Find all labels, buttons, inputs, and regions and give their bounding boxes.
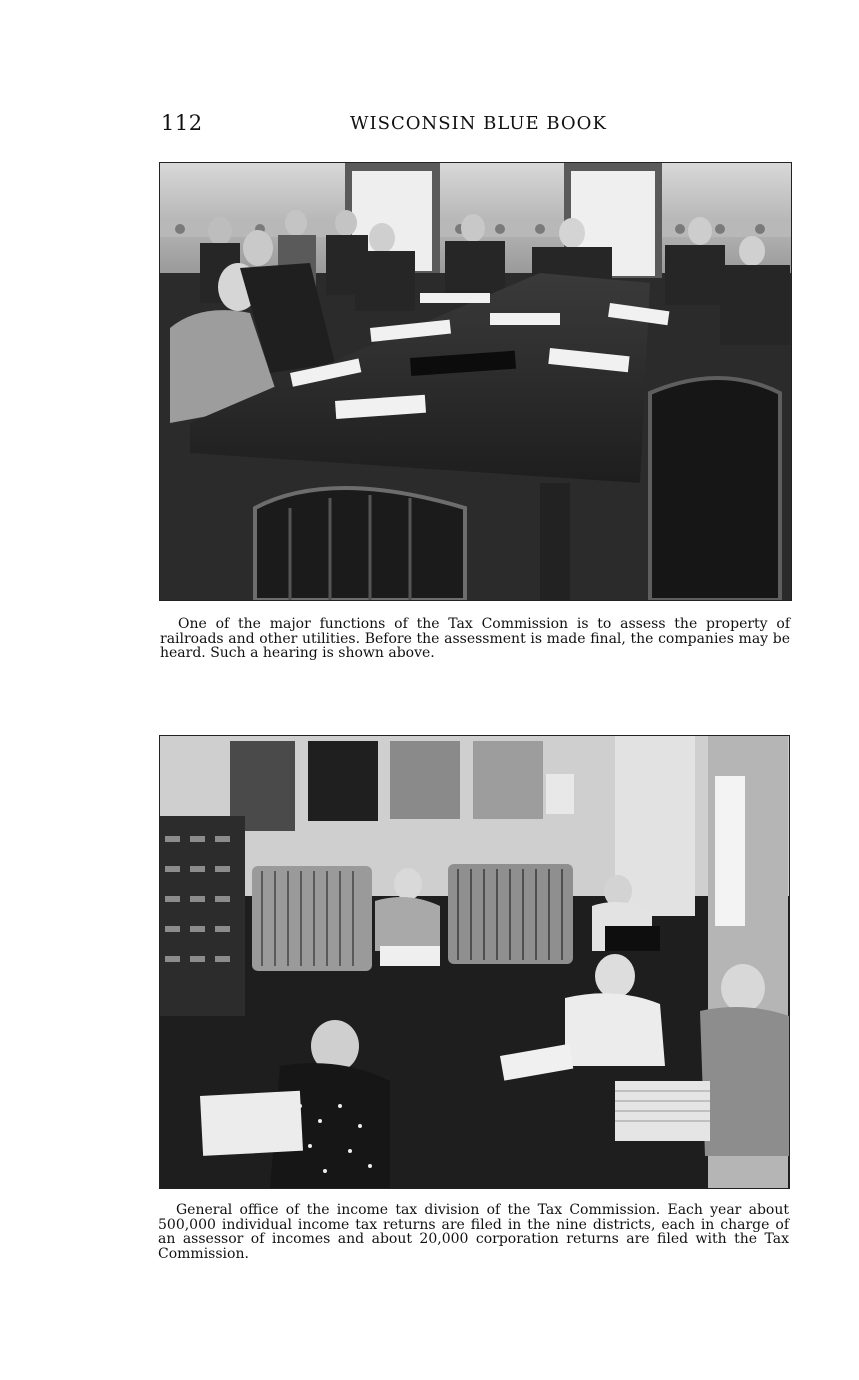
hearing-caption bbox=[160, 617, 790, 661]
office-caption bbox=[158, 1203, 789, 1261]
office-photo-image bbox=[160, 736, 789, 1188]
hearing-photo-image bbox=[160, 163, 791, 600]
hearing-photo bbox=[159, 162, 792, 601]
office-caption-text: General office of the income tax division of the Tax Commission. Each year about 500,000 individual income tax returns are filed in the nine districts, each in charge of an assessor of incomes and about 20,000 corporation returns are filed with the Tax Commission. bbox=[158, 1202, 789, 1262]
page-number: 112 bbox=[161, 111, 203, 135]
running-head: WISCONSIN BLUE BOOK bbox=[350, 113, 607, 134]
office-photo bbox=[159, 735, 790, 1189]
hearing-caption-text: One of the major functions of the Tax Commission is to assess the property of railroads and other utilities. Before the assessment is made final, the companies may be heard. Such a hearing is shown above. bbox=[160, 616, 790, 661]
